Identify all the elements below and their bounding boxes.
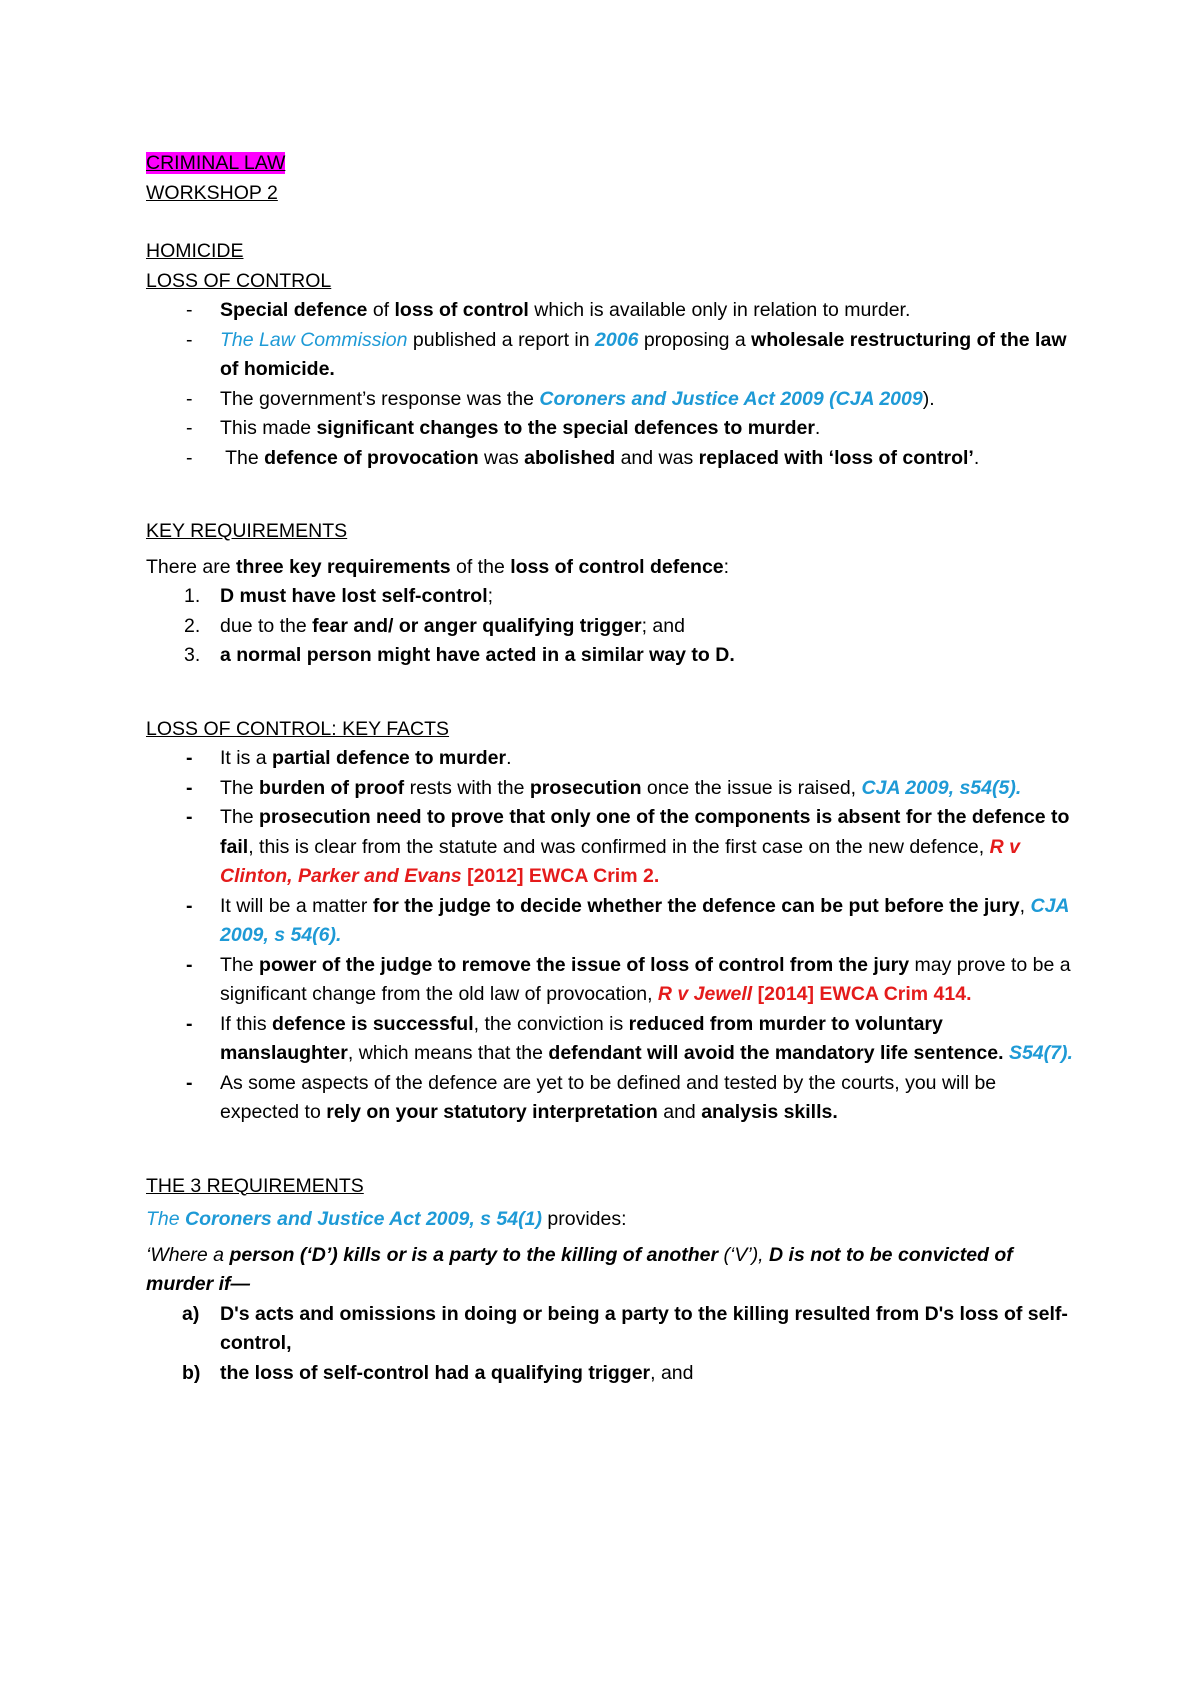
statute-provides: The Coroners and Justice Act 2009, s 54(1) provides: xyxy=(146,1208,627,1230)
list-item: b) the loss of self-control had a qualifying trigger, and xyxy=(182,1361,694,1384)
section-heading-key-facts: LOSS OF CONTROL: KEY FACTS xyxy=(146,717,450,740)
section-heading-homicide: HOMICIDE xyxy=(146,240,244,262)
list-item: - As some aspects of the defence are yet to be defined and tested by the courts, you will be expected to rely on your statutory interpretation and analysis skills. xyxy=(186,1071,997,1123)
list-item: - The government’s response was the Coroners and Justice Act 2009 (CJA 2009). xyxy=(186,387,935,410)
list-item: - It will be a matter for the judge to decide whether the defence can be put before the jury, CJA 2009, s 54(6). xyxy=(186,894,1069,946)
list-item: 1. D must have lost self-control; xyxy=(184,585,494,607)
section-heading-key-requirements: KEY REQUIREMENTS xyxy=(146,520,348,542)
homicide-bullet-list xyxy=(146,296,1076,473)
statute-quote: ‘Where a person (‘D’) kills or is a party to the killing of another (‘V’), D is not to be convicted of murder if— xyxy=(146,1243,1013,1295)
list-item: - This made significant changes to the special defences to murder. xyxy=(186,417,821,439)
key-requirements-intro: There are three key requirements of the loss of control defence: xyxy=(146,555,730,578)
document-subtitle: WORKSHOP 2 xyxy=(146,181,278,204)
list-item: - Special defence of loss of control which is available only in relation to murder. xyxy=(186,299,911,321)
list-item: 3. a normal person might have acted in a similar way to D. xyxy=(184,644,735,666)
section-heading-three-requirements: THE 3 REQUIREMENTS xyxy=(146,1174,364,1197)
list-item: - The prosecution need to prove that only one of the components is absent for the defence to fail, this is clear from the statute and was confirmed in the first case on the new defence, R v Clinton, Parker and Evans [2012] EWCA Crim 2. xyxy=(186,806,1070,887)
document-title xyxy=(146,149,1076,179)
list-item: - It is a partial defence to murder. xyxy=(186,747,512,769)
subheading-loss-of-control: LOSS OF CONTROL xyxy=(146,269,332,292)
title-highlight: CRIMINAL LAW xyxy=(146,152,286,174)
key-facts-list xyxy=(146,744,1076,1128)
statute-conditions-list xyxy=(146,1300,1076,1389)
key-requirements-list xyxy=(146,582,1076,671)
list-item: - If this defence is successful, the conviction is reduced from murder to voluntary manslaughter, which means that the defendant will avoid the mandatory life sentence. S54(7). xyxy=(186,1012,1073,1064)
document-body xyxy=(146,149,1076,1388)
list-item: a) D's acts and omissions in doing or being a party to the killing resulted from D's loss of self-control, xyxy=(182,1302,1068,1354)
list-item: - The burden of proof rests with the prosecution once the issue is raised, CJA 2009, s54(5). xyxy=(186,776,1022,799)
list-item: 2. due to the fear and/ or anger qualifying trigger; and xyxy=(184,614,685,637)
list-item: - The Law Commission published a report in 2006 proposing a wholesale restructuring of the law of homicide. xyxy=(186,328,1067,380)
list-item: - The defence of provocation was abolished and was replaced with ‘loss of control’. xyxy=(186,446,980,469)
list-item: - The power of the judge to remove the issue of loss of control from the jury may prove to be a significant change from the old law of provocation, R v Jewell [2014] EWCA Crim 414. xyxy=(186,953,1071,1005)
